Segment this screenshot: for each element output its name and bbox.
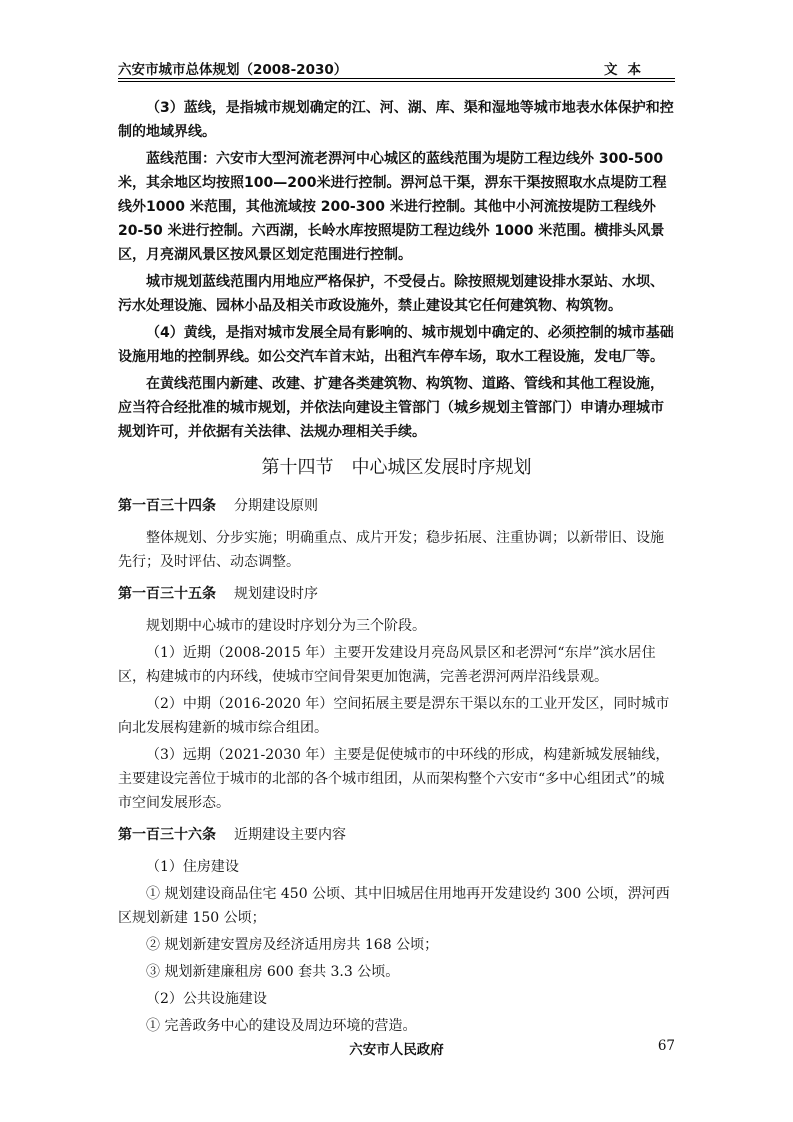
page-header [118, 54, 675, 78]
article-title: 规划建设时序 [234, 586, 318, 602]
article-135-paragraph: （2）中期（2016-2020 年）空间拓展主要是淠东干渠以东的工业开发区，同时城市向北发展构建新的城市综合组团。 [118, 696, 670, 736]
header-rule-thick [118, 78, 675, 79]
article-135-paragraph: （3）远期（2021-2030 年）主要是促使城市的中环线的形成，构建新城发展轴线，主要建设完善位于城市的北部的各个城市组团，从而架构整个六安市“多中心组团式”的城市空间发展形态。 [118, 747, 670, 811]
page-body [118, 96, 675, 1038]
article-136-heading [118, 823, 675, 847]
article-136-paragraph: ① 规划建设商品住宅 450 公顷、其中旧城居住用地再开发建设约 300 公顷，淠河西区规划新建 150 公顷； [118, 886, 670, 926]
header-doc-type: 文本 [604, 62, 651, 78]
article-135-paragraph: （1）近期（2008-2015 年）主要开发建设月亮岛风景区和老淠河“东岸”滨水居住区，构建城市的内环线，使城市空间骨架更加饱满，完善老淠河两岸沿线景观。 [118, 645, 656, 685]
article-number: 第一百三十六条 [118, 827, 216, 843]
header-title: 六安市城市总体规划（2008-2030） [118, 62, 348, 78]
paragraph-blue-line-definition: （3）蓝线，是指城市规划确定的江、河、湖、库、渠和湿地等城市地表水体保护和控制的地域界线。 [118, 100, 674, 140]
paragraph-blue-line-range: 蓝线范围：六安市大型河流老淠河中心城区的蓝线范围为堤防工程边线外 300-500 米，其余地区均按照100—200米进行控制。淠河总干渠，淠东干渠按照取水点堤防工程线外1000 米范围，其他流域按 200-300 米进行控制。其他中小河流按堤防工程线外 20-50 米进行控制。六西湖，长岭水库按照堤防工程边线外 1000 米范围。横排头风景区，月亮湖风景区按风景区划定范围进行控制。 [118, 151, 667, 263]
page-number: 67 [657, 1038, 675, 1054]
article-135-heading [118, 582, 675, 606]
article-title: 近期建设主要内容 [234, 827, 346, 843]
header-rule-thin [118, 81, 675, 82]
paragraph-yellow-line-rules: 在黄线范围内新建、改建、扩建各类建筑物、构筑物、道路、管线和其他工程设施，应当符合经批准的城市规划，并依法向建设主管部门（城乡规划主管部门）申请办理城市规划许可，并依据有关法律、法规办理相关手续。 [118, 376, 664, 440]
article-title: 分期建设原则 [234, 498, 318, 514]
article-number: 第一百三十四条 [118, 498, 216, 514]
article-135-paragraph: 规划期中心城市的建设时序划分为三个阶段。 [146, 618, 426, 634]
section-title: 第十四节 中心城区发展时序规划 [261, 457, 532, 478]
article-136-paragraph: （2）公共设施建设 [146, 991, 267, 1007]
paragraph-yellow-line-definition: （4）黄线，是指对城市发展全局有影响的、城市规划中确定的、必须控制的城市基础设施用地的控制界线。如公交汽车首末站，出租汽车停车场，取水工程设施，发电厂等。 [118, 325, 674, 365]
article-number: 第一百三十五条 [118, 586, 216, 602]
paragraph-blue-line-protection: 城市规划蓝线范围内用地应严格保护，不受侵占。除按照规划建设排水泵站、水坝、污水处理设施、园林小品及相关市政设施外，禁止建设其它任何建筑物、构筑物。 [118, 274, 664, 314]
article-136-paragraph: ③ 规划新建廉租房 600 套共 3.3 公顷。 [146, 964, 400, 980]
article-136-paragraph: ① 完善政务中心的建设及周边环境的营造。 [146, 1018, 417, 1034]
article-136-paragraph: （1）住房建设 [146, 859, 239, 875]
article-136-paragraph: ② 规划新建安置房及经济适用房共 168 公顷； [146, 937, 439, 953]
article-134-heading [118, 494, 675, 518]
article-134-paragraph: 整体规划、分步实施；明确重点、成片开发；稳步拓展、注重协调；以新带旧、设施先行；及时评估、动态调整。 [118, 530, 664, 570]
footer-organization: 六安市人民政府 [349, 1042, 444, 1058]
